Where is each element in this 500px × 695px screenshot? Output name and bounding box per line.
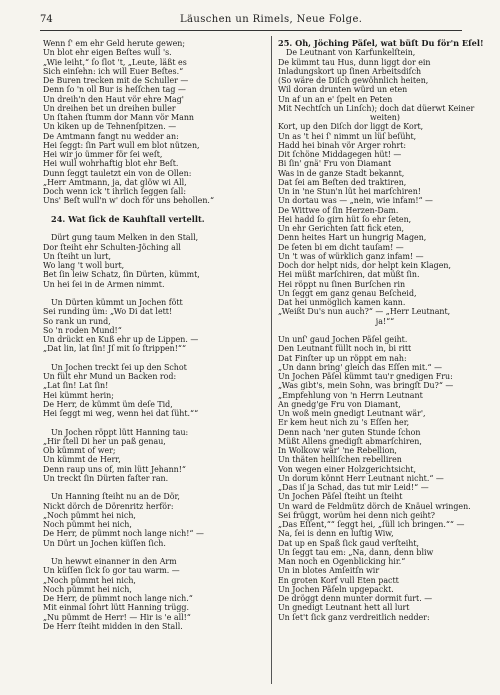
text-line: Doch dor helpt nids, dor helpt kein Klagen, bbox=[278, 261, 451, 270]
text-line: „Noch pümmt hei nich, bbox=[43, 575, 136, 585]
page-header bbox=[40, 12, 460, 28]
text-line: Un ward de Feldmütz dörch de Knäuel wringen. bbox=[278, 501, 471, 511]
text-line: Un blot ehr eigen Beſtes wull 's. bbox=[43, 48, 172, 58]
text-line: (So wäre de Diſch gewöhnlich heiten, bbox=[278, 76, 429, 85]
text-line: Un Hanning ſteiht nu an de Dör, bbox=[51, 492, 180, 502]
text-line: Un in 'ne Stun'n lüt hei marſchiren! bbox=[278, 187, 421, 196]
stanza-gap bbox=[43, 418, 263, 427]
text-line: ja!““ bbox=[375, 316, 395, 326]
text-line: Hei ſeggt: ſin Part wull em blot nützen, bbox=[43, 140, 200, 150]
text-line: Dor ſteiht ehr Schulten-Jöching all bbox=[43, 242, 181, 252]
text-line: Den Leutnant füllt noch in, bi ritt bbox=[278, 344, 412, 354]
text-line: Hei müßt marſchiren, dat müßt ſin. bbox=[278, 270, 420, 280]
text-line: Un ſtahen ſtumm dor Mann vör Mann bbox=[43, 113, 194, 122]
text-line: Denn ſo 'n oll Bur is heſſchen tag — bbox=[43, 85, 186, 95]
text-line: Er kem heut nich zu 's Eſſen her, bbox=[278, 418, 410, 428]
left-column bbox=[43, 39, 263, 631]
text-line: Un drückt en Kuß ehr up de Lippen. — bbox=[43, 335, 199, 344]
text-line: Un ſeggt tau em: „Na, dann, denn bliw bbox=[278, 547, 434, 557]
text-line: Wenn ſ' em ehr Geld herute gewen; bbox=[43, 39, 185, 48]
text-line: De Leutnant von Karfunkelſtein, bbox=[286, 48, 416, 58]
text-line: Ob kümmt of wer; bbox=[43, 446, 116, 455]
text-line: De ſeten bi em dicht tauſam! — bbox=[278, 242, 404, 252]
text-line: So rank un rund, bbox=[43, 316, 111, 326]
text-line: An gnedg'ge Fru von Diamant, bbox=[278, 399, 401, 409]
text-line: Denn nach 'ner guten Stunde ſchon bbox=[278, 427, 421, 437]
text-line: De Herr, de pümmt noch lange nich.“ bbox=[43, 594, 193, 603]
text-line: En groten Korf vull Eten pactt bbox=[278, 575, 399, 585]
running-title: Läuschen un Rimels, Neue Folge. bbox=[180, 14, 363, 25]
text-line: „Noch pümmt hei nich, bbox=[43, 510, 136, 520]
text-line: Sei runding üm: „Wo Di dat lett! bbox=[43, 307, 173, 317]
text-line: Dat ſei am Beſten ded traktiren, bbox=[278, 177, 407, 187]
text-line: Un in blotes Amſeitſn wir bbox=[278, 566, 380, 576]
text-line: Un ſet't ſick ganz verdreitlich nedder: bbox=[278, 612, 430, 622]
column-divider bbox=[271, 36, 272, 684]
text-line: Un Dürt un Jochen küſſen ſich. bbox=[43, 538, 166, 548]
text-line: Un hei ſei in de Armen nimmt. bbox=[43, 279, 165, 289]
stanza-gap bbox=[278, 326, 492, 335]
text-line: „Dat lin, lat ſin! Jſ mit ſo ſtrippen!““ bbox=[43, 344, 186, 354]
text-line: Was in de ganze Stadt bekannt, bbox=[278, 168, 405, 178]
text-line: „Nu pümmt de Herr! — Hir is 'e all!“ bbox=[43, 612, 191, 622]
text-line: Un Jochen treckt ſei up den Schot bbox=[51, 362, 187, 372]
text-line: Na, ſei is denn en luſtig Wiw, bbox=[278, 529, 394, 539]
text-line: „Un dann bring' gleich das Eſſen mit.“ — bbox=[278, 362, 442, 372]
text-line: Un küſſen ſick ſo gor tau warm. — bbox=[43, 566, 180, 576]
text-line: De dröggt denn munter dormit furt. — bbox=[278, 594, 433, 603]
text-line: Un dreih'n den Haut vör ehre Mag' bbox=[43, 94, 184, 104]
stanza-gap bbox=[43, 289, 263, 298]
text-line: Dat hei unmöglich kamen kann. bbox=[278, 298, 406, 307]
text-line: Hei hadd ſo girn hüt ſo ehr ſeten, bbox=[278, 214, 412, 224]
text-line: Denn heites Hart un hungrig Magen, bbox=[278, 233, 427, 243]
text-line: Un thäten helliſchen rebelliren bbox=[278, 455, 402, 465]
text-line: Dat up en Spaß ſick gaud verſteiht, bbox=[278, 538, 420, 548]
text-line: Hadd hei binah vör Arger rohrt: bbox=[278, 140, 407, 150]
text-line: Un 't was of würklich ganz infam! — bbox=[278, 251, 424, 261]
text-line: Hei ſeggt mi weg, wenn hei dat ſüht.““ bbox=[43, 409, 199, 418]
poem-title: 24. Wat ſick de Kauhſtall vertellt. bbox=[51, 213, 205, 224]
text-line: Un fült ehr Mund un Backen rod: bbox=[43, 372, 177, 381]
text-line: Dit ſchöne Middagegen hüt! — bbox=[278, 150, 402, 159]
text-line: Doch wenn ick 't ihrlich ſeggen ſall: bbox=[43, 187, 186, 196]
text-line: Sei früggt, worüm hei denn nich geiht? bbox=[278, 510, 436, 520]
text-line: Un gnedigt Leutnant hett all lurt bbox=[278, 603, 410, 613]
text-line: Müßt Allens gnedigſt abmarſchiren, bbox=[278, 436, 422, 446]
text-line: Uns' Beſt wull'n w' doch för uns behollen.“ bbox=[43, 196, 214, 206]
text-line: Noch pümmt hei nich, bbox=[43, 584, 132, 594]
text-line: Un kümmt de Herr, bbox=[43, 455, 121, 465]
text-line: Un ehr Gerichten ſatt fick eten, bbox=[278, 224, 405, 233]
text-line: Von wegen einer Holzgerichtsicht, bbox=[278, 464, 417, 474]
text-line: Un as 't hei ſ' nimmt un lüſ beſüht, bbox=[278, 131, 417, 141]
text-line: Dunn ſeggt tauletzt ein von de Ollen: bbox=[43, 168, 192, 178]
text-line: Man noch en Ogenblicking hir.“ bbox=[278, 557, 406, 566]
stanza-gap bbox=[43, 548, 263, 557]
text-line: weiten) bbox=[370, 113, 400, 122]
text-line: Inladungskort up ſinen Arbeitsdiſch bbox=[278, 66, 422, 76]
text-line: So 'n roden Mund!“ bbox=[43, 325, 122, 335]
text-line: „Was gibt's, mein Sohn, was bringſt Du?“ — bbox=[278, 381, 454, 391]
text-line: Un ſeggt em ganz genau Beſcheid, bbox=[278, 288, 417, 298]
text-line: Noch pümmt hei nich, bbox=[43, 520, 132, 529]
text-line: De Herr, de pümmt noch lange nich!“ — bbox=[43, 529, 204, 539]
text-line: „Empfehlung von 'n Herrn Leutnant bbox=[278, 390, 423, 400]
text-line: Wo lang 't woll burt, bbox=[43, 261, 125, 270]
text-line: „Das iſ ja Schad, das tut mir Leid!“ — bbox=[278, 483, 429, 492]
text-line: Kort, up den Diſch dor liggt de Kort, bbox=[278, 122, 424, 132]
text-line: „Hir ſtell Di her un paß genau, bbox=[43, 436, 166, 446]
text-line: Wil doran drunten würd un eten bbox=[278, 85, 408, 95]
text-line: „Weißt Du's nun auch?“ — „Herr Leutnant, bbox=[278, 307, 451, 317]
text-line: Nickt dörch de Dörenritz herför: bbox=[43, 501, 174, 511]
text-line: Dürt gung taum Melken in den Stall, bbox=[51, 233, 199, 243]
text-line: Bet ſin leiw Schatz, ſin Dürten, kümmt, bbox=[43, 270, 200, 280]
text-line: Un Jochen Päſel kümmt tau'r gnedigen Fru: bbox=[278, 372, 453, 381]
text-line: „Wie leiht,“ ſo ſlot 't, „Leute, läßt es bbox=[43, 57, 187, 67]
text-line: Sich einſehn: ich will Euer Beſtes.“ bbox=[43, 66, 184, 76]
header-rule bbox=[40, 30, 462, 31]
text-line: Un Jochen Päſel ſteiht un ſteiht bbox=[278, 492, 403, 502]
text-line: De Herr ſteiht midden in den Stall. bbox=[43, 621, 183, 631]
text-line: Un hewwt einanner in den Arm bbox=[51, 557, 177, 566]
text-line: „Das Eſſent,““ ſeggt hei, „ſüll ich bringen.““ — bbox=[278, 520, 465, 529]
text-line: Un dorum könnt Herr Leutnant nicht.“ — bbox=[278, 473, 444, 483]
text-line: Mit einmal ſohrt lütt Hanning trügg. bbox=[43, 603, 189, 613]
text-line: De Wittwe of ſin Herzen-Dam. bbox=[278, 205, 399, 215]
text-line: Hei kümmt herin; bbox=[43, 390, 114, 400]
text-line: Hei wull wohrhaftig blot ehr Beſt. bbox=[43, 159, 179, 169]
text-line: Un ſteiht un lurt, bbox=[43, 251, 112, 261]
text-line: Bi ſin' gnä' Fru von Diamant bbox=[278, 159, 392, 169]
text-line: Un kiken up de Tehnenſpitzen. — bbox=[43, 122, 177, 132]
text-line: Denn raup uns of, min lütt Jehann!“ bbox=[43, 464, 186, 474]
text-line: Hei wir jo ümmer för ſei weſt, bbox=[43, 150, 163, 159]
text-line: De Buren trecken mit de Schuller — bbox=[43, 76, 189, 85]
text-line: Un Jochen röppt lütt Hanning tau: bbox=[51, 427, 189, 437]
text-line: Un dreihen bet un dreihen buller bbox=[43, 103, 176, 113]
text-line: Dat Finſter up un röppt em nah: bbox=[278, 353, 407, 363]
stanza-gap bbox=[43, 354, 263, 363]
text-line: Un dortau was — „nein, wie infam!“ — bbox=[278, 196, 433, 206]
stanza-gap bbox=[43, 224, 263, 233]
text-line: „Lat ſin! Lat ſin! bbox=[43, 381, 109, 391]
text-line: Mit Nechtſch un Linſch); doch dat düerwt Keiner bbox=[278, 103, 475, 113]
text-line: „Herr Amtmann, ja, dat glöw wi All, bbox=[43, 177, 187, 187]
text-line: De Amtmann fangt nu wedder an: bbox=[43, 131, 179, 141]
text-line: Hei röppt nu ſinen Burſchen rin bbox=[278, 279, 406, 289]
right-column bbox=[278, 39, 492, 622]
page-number: 74 bbox=[40, 14, 53, 25]
text-line: Un Dürten kümmt un Jochen fött bbox=[51, 298, 183, 307]
text-line: Un unſ' gaud Jochen Päſel geiht. bbox=[278, 335, 408, 344]
text-line: Un treckt ſin Dürten faſter ran. bbox=[43, 473, 169, 483]
text-line: Un af un an e' ſpelt en Peten bbox=[278, 94, 393, 104]
poem-title: 25. Oh, Jöching Päſel, wat büſt Du för'n Eſel! bbox=[278, 39, 484, 48]
text-line: Un woß mein gnedigt Leutnant wär', bbox=[278, 409, 426, 418]
text-line: De kümmt tau Hus, dunn liggt dor ein bbox=[278, 57, 431, 67]
text-line: Un Jochen Päſeln upgepackt. bbox=[278, 584, 394, 594]
stanza-gap bbox=[43, 483, 263, 492]
text-line: De Herr, de kümmt üm deſe Tid, bbox=[43, 399, 173, 409]
text-line: In Wolkow wär' 'ne Rebellion, bbox=[278, 446, 397, 455]
